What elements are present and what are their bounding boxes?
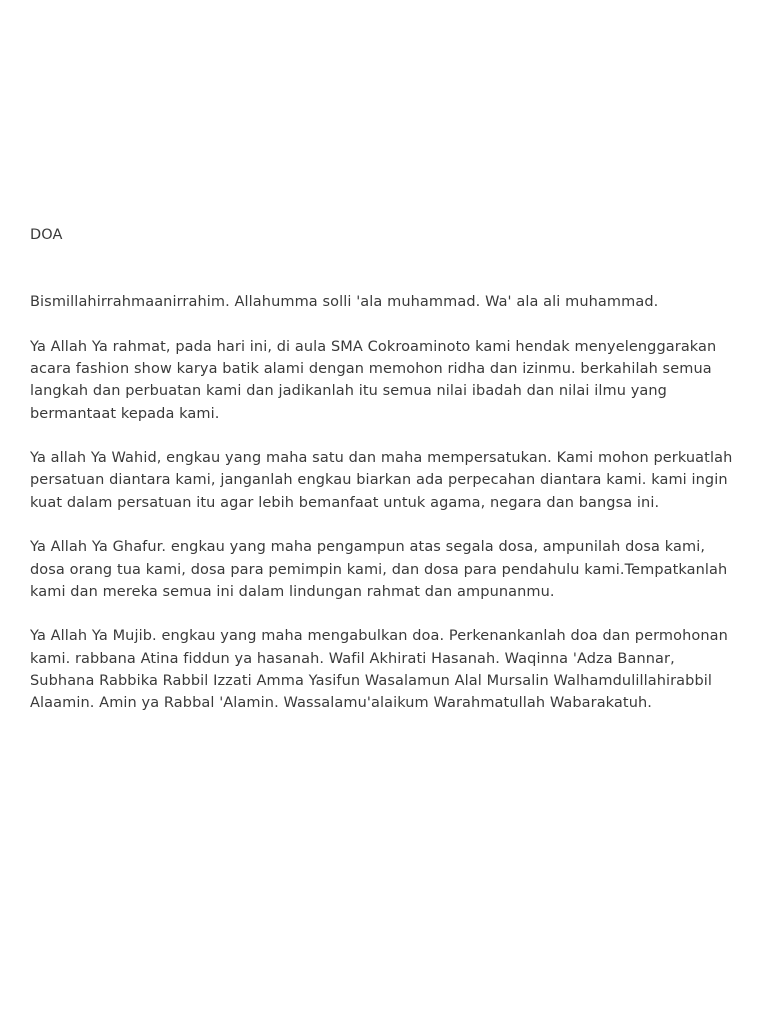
paragraph-opening: Bismillahirrahmaanirrahim. Allahumma solli 'ala muhammad. Wa' ala ali muhammad. [30,294,659,311]
paragraph-ya-rahmat: Ya Allah Ya rahmat, pada hari ini, di aula SMA Cokroaminoto kami hendak menyelenggarakan acara fashion show karya batik alami dengan memohon ridha dan izinmu. berkahilah semua langkah dan perbuatan kami dan jadikanlah itu semua nilai ibadah dan nilai ilmu yang bermantaat kepada kami. [30,338,717,422]
paragraph-ya-mujib: Ya Allah Ya Mujib. engkau yang maha mengabulkan doa. Perkenankanlah doa dan permohonan kami. rabbana Atina fiddun ya hasanah. Wafil Akhirati Hasanah. Waqinna 'Adza Bannar, Subhana Rabbika Rabbil Izzati Amma Yasifun Wasalamun Alal Mursalin Walhamdulillahirabbil Alaamin. Amin ya Rabbal 'Alamin. Wassalamu'alaikum Warahmatullah Wabarakatuh. [30,628,728,712]
document-body [30,224,742,714]
paragraph-ya-wahid: Ya allah Ya Wahid, engkau yang maha satu dan maha mempersatukan. Kami mohon perkuatlah persatuan diantara kami, janganlah engkau biarkan ada perpecahan diantara kami. kami ingin kuat dalam persatuan itu agar lebih bemanfaat untuk agama, negara dan bangsa ini. [30,450,733,511]
document-title: DOA [30,227,63,243]
paragraph-ya-ghafur: Ya Allah Ya Ghafur. engkau yang maha pengampun atas segala dosa, ampunilah dosa kami, dosa orang tua kami, dosa para pemimpin kami, dan dosa para pendahulu kami.Tempatkanlah kami dan mereka semua ini dalam lindungan rahmat dan ampunanmu. [30,539,728,600]
